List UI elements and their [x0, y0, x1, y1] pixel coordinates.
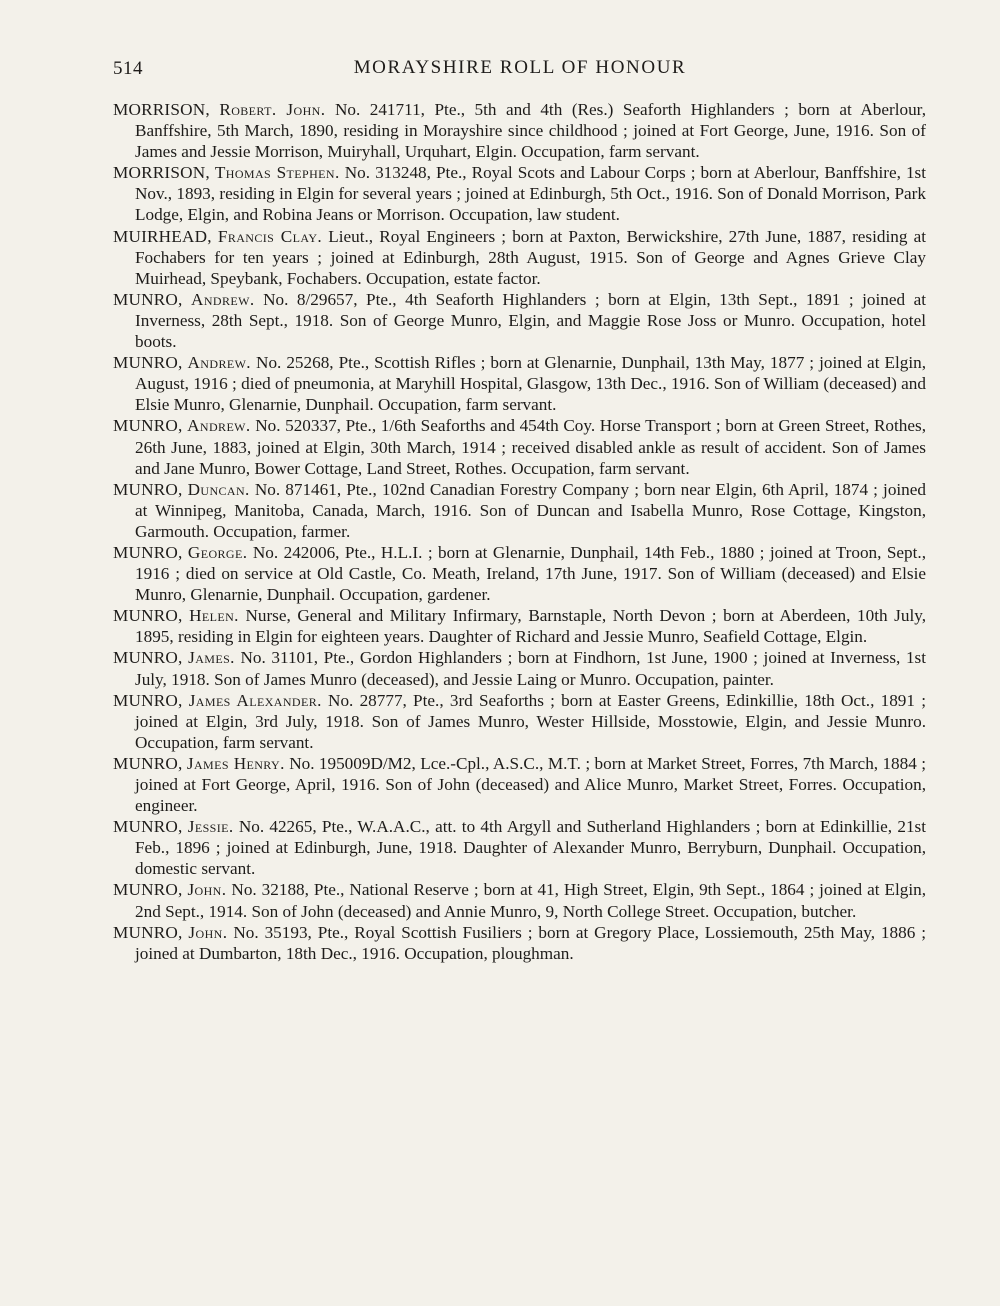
entry-forenames: George.	[187, 542, 248, 562]
entry-forenames: Thomas Stephen.	[214, 163, 340, 183]
roll-entry	[113, 289, 926, 352]
roll-entry	[113, 690, 926, 753]
entry-details: No. 42265, Pte., W.A.A.C., att. to 4th Argyll and Sutherland Highlanders ; born at Edinkillie, 21st Feb., 1896 ; joined at Edinburgh, June, 1918. Daughter of Alexander Munro, Berryburn, Dunphail. Occupation, domestic servant.	[135, 817, 927, 879]
entry-forenames: Helen.	[189, 606, 239, 626]
entry-surname: MUNRO,	[113, 353, 183, 373]
entry-surname: MUNRO,	[113, 817, 183, 837]
roll-entry	[113, 352, 926, 415]
entry-surname: MUNRO,	[113, 880, 183, 900]
entry-surname: MUNRO,	[113, 479, 183, 499]
roll-entry	[113, 479, 926, 542]
entry-details: No. 31101, Pte., Gordon Highlanders ; born at Findhorn, 1st June, 1900 ; joined at Inverness, 1st July, 1918. Son of James Munro (deceased), and Jessie Laing or Munro. Occupation, painter.	[135, 648, 927, 689]
entry-details: No. 35193, Pte., Royal Scottish Fusiliers ; born at Gregory Place, Lossiemouth, 25th May, 1886 ; joined at Dumbarton, 18th Dec., 1916. Occupation, ploughman.	[135, 922, 927, 963]
entry-details: No. 241711, Pte., 5th and 4th (Res.) Seaforth Highlanders ; born at Aberlour, Banffshire, 5th March, 1890, residing in Morayshire since childhood ; joined at Fort George, June, 1916. Son of James and Jessie Morrison, Muiryhall, Urquhart, Elgin. Occupation, farm servant.	[135, 100, 927, 162]
entry-forenames: Andrew.	[187, 416, 251, 436]
entry-surname: MUNRO,	[113, 606, 183, 626]
roll-entry	[113, 753, 926, 816]
roll-entry	[113, 226, 926, 289]
entry-details: No. 871461, Pte., 102nd Canadian Forestry Company ; born near Elgin, 6th April, 1874 ; joined at Winnipeg, Manitoba, Canada, March, 1916. Son of Duncan and Isabella Munro, Rose Cottage, Kingston, Garmouth. Occupation, farmer.	[135, 479, 927, 541]
roll-entry	[113, 542, 926, 605]
roll-entry	[113, 415, 926, 478]
entry-forenames: Duncan.	[187, 479, 250, 499]
entry-surname: MORRISON,	[113, 163, 210, 183]
entry-forenames: Robert. John.	[219, 100, 326, 119]
roll-entry	[113, 162, 926, 225]
entry-surname: MUNRO,	[113, 648, 183, 668]
entry-surname: MUIRHEAD,	[113, 226, 212, 246]
entry-details: Nurse, General and Military Infirmary, Barnstaple, North Devon ; born at Aberdeen, 10th July, 1895, residing in Elgin for eighteen years. Daughter of Richard and Jessie Munro, Seafield Cottage, Elgin.	[135, 606, 926, 647]
entry-forenames: James Alexander.	[188, 690, 322, 710]
roll-entry	[113, 605, 926, 647]
page-number: 514	[113, 58, 143, 79]
entry-details: No. 32188, Pte., National Reserve ; born at 41, High Street, Elgin, 9th Sept., 1864 ; joined at Elgin, 2nd Sept., 1914. Son of John (deceased) and Annie Munro, 9, North College Street. Occupation, butcher.	[135, 880, 927, 921]
roll-entry	[113, 879, 926, 921]
entry-forenames: Andrew.	[187, 353, 252, 373]
entry-surname: MORRISON,	[113, 100, 210, 119]
roll-entry	[113, 816, 926, 879]
roll-entry	[113, 922, 926, 964]
roll-entry	[113, 647, 926, 689]
entry-details: No. 25268, Pte., Scottish Rifles ; born at Glenarnie, Dunphail, 13th May, 1877 ; joined at Elgin, August, 1916 ; died of pneumonia, at Maryhill Hospital, Glasgow, 13th Dec., 1916. Son of William (deceased) and Elsie Munro, Glenarnie, Dunphail. Occupation, farm servant.	[135, 353, 927, 415]
entry-surname: MUNRO,	[113, 753, 183, 773]
running-head: MORAYSHIRE ROLL OF HONOUR	[353, 57, 687, 78]
entry-details: No. 28777, Pte., 3rd Seaforths ; born at Easter Greens, Edinkillie, 18th Oct., 1891 ; joined at Elgin, 3rd July, 1918. Son of James Munro, Wester Hillside, Mosstowie, Elgin, and Jessie Munro. Occupation, farm servant.	[135, 690, 926, 752]
roll-entries	[113, 99, 926, 964]
entry-details: No. 242006, Pte., H.L.I. ; born at Glenarnie, Dunphail, 14th Feb., 1880 ; joined at Troon, Sept., 1916 ; died on service at Old Castle, Co. Meath, Ireland, 17th June, 1917. Son of William (deceased) and Elsie Munro, Glenarnie, Dunphail. Occupation, gardener.	[135, 542, 927, 605]
entry-surname: MUNRO,	[113, 542, 183, 562]
entry-surname: MUNRO,	[113, 416, 183, 436]
entry-details: No. 195009D/M2, Lce.-Cpl., A.S.C., M.T. ; born at Market Street, Forres, 7th March, 1884 ; joined at Fort George, April, 1916. Son of John (deceased) and Alice Munro, Market Street, Forres. Occupation, engineer.	[135, 753, 927, 816]
entry-details: No. 313248, Pte., Royal Scots and Labour Corps ; born at Aberlour, Banffshire, 1st Nov., 1893, residing in Elgin for several years ; joined at Edinburgh, 5th Oct., 1916. Son of Donald Morrison, Park Lodge, Elgin, and Robina Jeans or Morrison. Occupation, law student.	[135, 163, 926, 225]
entry-forenames: John.	[187, 880, 227, 900]
entry-forenames: Francis Clay.	[217, 226, 323, 246]
entry-forenames: Andrew.	[191, 289, 255, 309]
entry-surname: MUNRO,	[113, 922, 183, 942]
entry-details: No. 520337, Pte., 1/6th Seaforths and 454th Coy. Horse Transport ; born at Green Street, Rothes, 26th June, 1883, joined at Elgin, 30th March, 1914 ; received disabled ankle as result of accident. Son of James and Jane Munro, Bower Cottage, Land Street, Rothes. Occupation, farm servant.	[135, 416, 927, 478]
entry-surname: MUNRO,	[113, 289, 183, 309]
entry-forenames: James Henry.	[186, 753, 285, 773]
entry-details: Lieut., Royal Engineers ; born at Paxton, Berwickshire, 27th June, 1887, residing at Fochabers for ten years ; joined at Edinburgh, 28th August, 1915. Son of George and Agnes Grieve Clay Muirhead, Speybank, Fochabers. Occupation, estate factor.	[135, 226, 926, 288]
entry-surname: MUNRO,	[113, 690, 183, 710]
roll-entry	[113, 99, 926, 162]
entry-details: No. 8/29657, Pte., 4th Seaforth Highlanders ; born at Elgin, 13th Sept., 1891 ; joined at Inverness, 28th Sept., 1918. Son of George Munro, Elgin, and Maggie Rose Joss or Munro. Occupation, hotel boots.	[135, 289, 927, 352]
entry-forenames: James.	[188, 648, 235, 668]
entry-forenames: Jessie.	[187, 817, 234, 837]
entry-forenames: John.	[188, 922, 228, 942]
